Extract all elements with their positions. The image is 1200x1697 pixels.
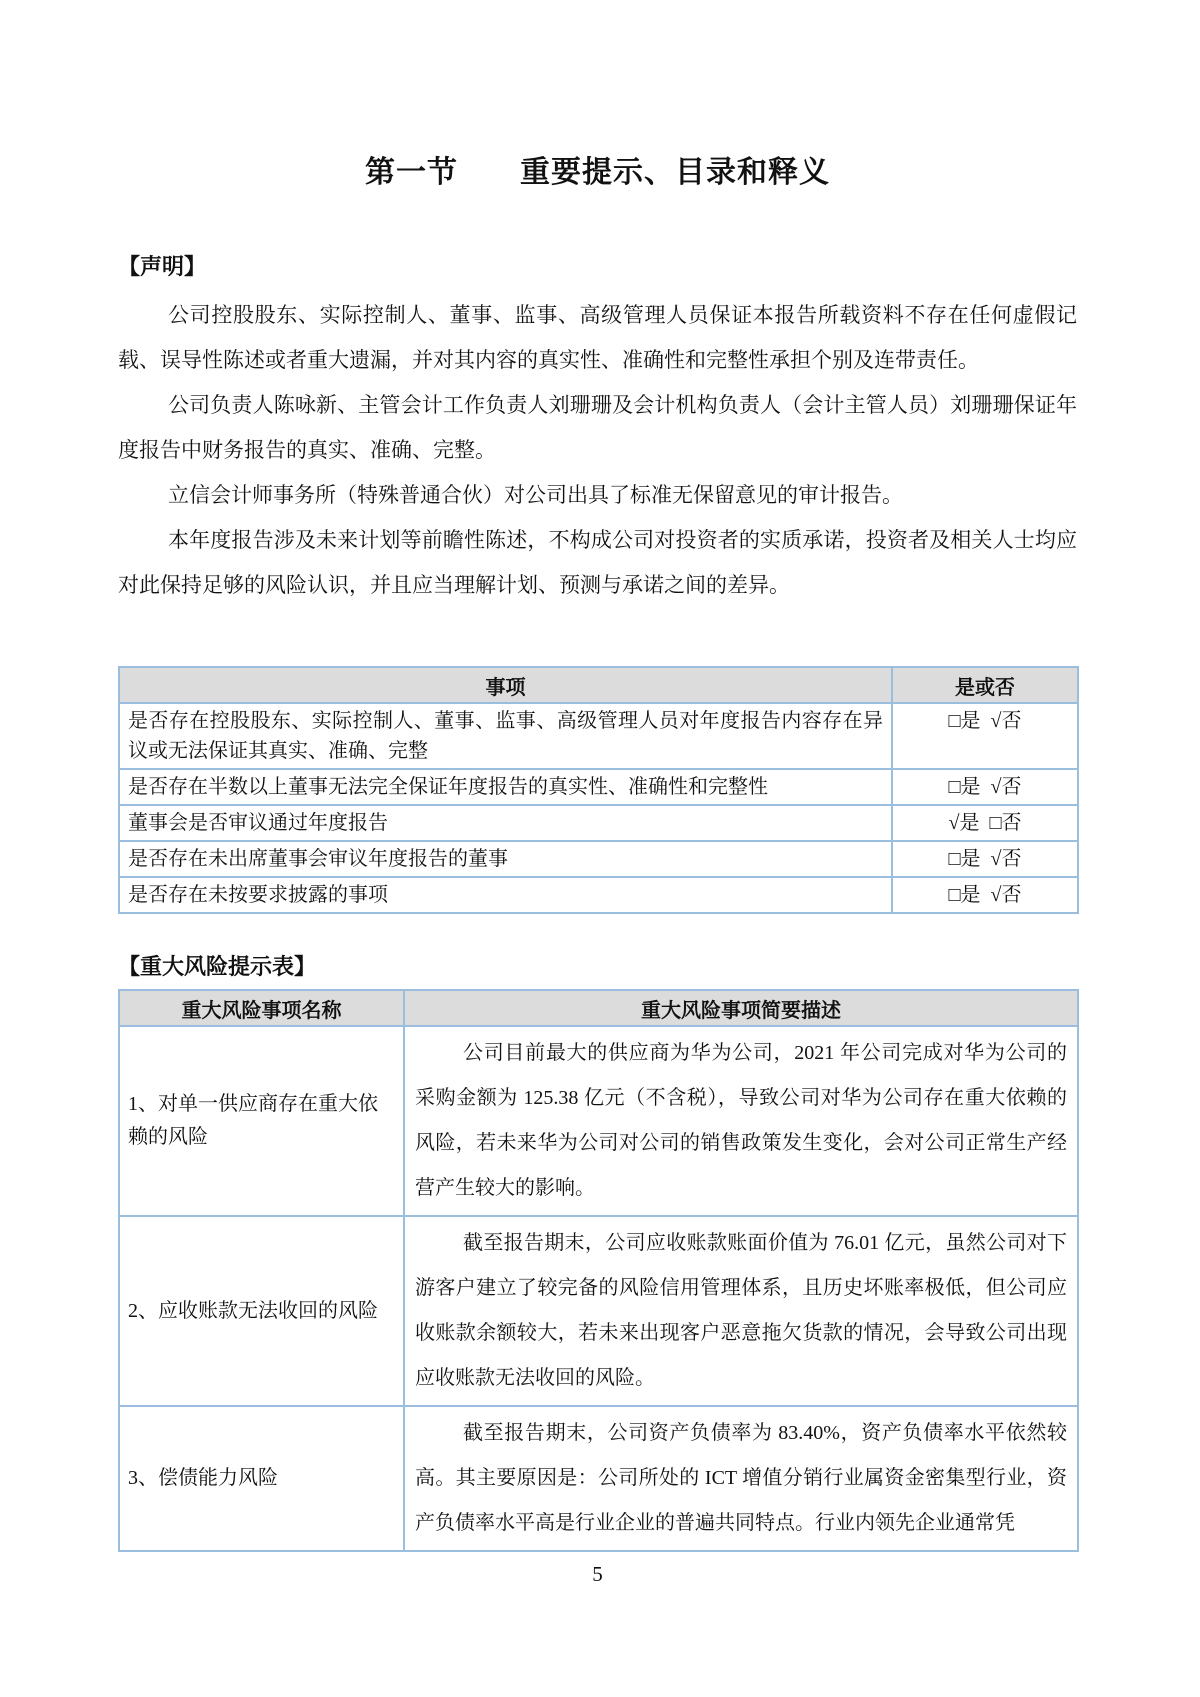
table-row — [119, 1406, 1078, 1551]
declaration-heading: 【声明】 — [118, 254, 207, 279]
page-content — [118, 0, 1077, 1588]
declaration-paragraph-3: 立信会计师事务所（特殊普通合伙）对公司出具了标准无保留意见的审计报告。 — [168, 483, 903, 507]
declaration-paragraphs — [118, 293, 1077, 608]
yes-no-header-answer: 是或否 — [892, 667, 1078, 703]
table-row — [119, 805, 1078, 841]
item-cell: 是否存在未按要求披露的事项 — [119, 877, 892, 913]
table-row — [119, 1026, 1078, 1216]
item-cell: 是否存在未出席董事会审议年度报告的董事 — [119, 841, 892, 877]
yes-no-table-header-row — [119, 667, 1078, 703]
risk-table — [118, 989, 1079, 1552]
yes-no-table — [118, 666, 1079, 914]
answer-cell: □是 √否 — [892, 703, 1078, 769]
table-row — [119, 877, 1078, 913]
answer-cell: √是 □否 — [892, 805, 1078, 841]
table-row — [119, 769, 1078, 805]
risk-desc-cell: 截至报告期末，公司应收账款账面价值为 76.01 亿元，虽然公司对下游客户建立了较完备的风险信用管理体系，且历史坏账率极低，但公司应收账款余额较大，若未来出现客户恶意拖欠货款的情况，会导致公司出现应收账款无法收回的风险。 — [404, 1216, 1078, 1406]
declaration-paragraph-2: 公司负责人陈咏新、主管会计工作负责人刘珊珊及会计机构负责人（会计主管人员）刘珊珊保证年度报告中财务报告的真实、准确、完整。 — [118, 393, 1077, 462]
table-row — [119, 841, 1078, 877]
answer-cell: □是 √否 — [892, 841, 1078, 877]
answer-cell: □是 √否 — [892, 877, 1078, 913]
table-row — [119, 1216, 1078, 1406]
risk-name-cell: 3、偿债能力风险 — [119, 1406, 404, 1551]
item-cell: 是否存在半数以上董事无法完全保证年度报告的真实性、准确性和完整性 — [119, 769, 892, 805]
answer-cell: □是 √否 — [892, 769, 1078, 805]
risk-table-header-row — [119, 990, 1078, 1026]
risk-header-name: 重大风险事项名称 — [119, 990, 404, 1026]
risk-table-heading: 【重大风险提示表】 — [118, 954, 317, 979]
risk-name-cell: 1、对单一供应商存在重大依赖的风险 — [119, 1026, 404, 1216]
risk-name-cell: 2、应收账款无法收回的风险 — [119, 1216, 404, 1406]
risk-desc-cell: 公司目前最大的供应商为华为公司，2021 年公司完成对华为公司的采购金额为 125.38 亿元（不含税），导致公司对华为公司存在重大依赖的风险，若未来华为公司对公司的销售政策发生变化，会对公司正常生产经营产生较大的影响。 — [404, 1026, 1078, 1216]
risk-desc-cell: 截至报告期末，公司资产负债率为 83.40%，资产负债率水平依然较高。其主要原因是：公司所处的 ICT 增值分销行业属资金密集型行业，资产负债率水平高是行业企业的普遍共同特点。行业内领先企业通常凭 — [404, 1406, 1078, 1551]
declaration-paragraph-1: 公司控股股东、实际控制人、董事、监事、高级管理人员保证本报告所载资料不存在任何虚假记载、误导性陈述或者重大遗漏，并对其内容的真实性、准确性和完整性承担个别及连带责任。 — [118, 303, 1077, 372]
yes-no-header-item: 事项 — [119, 667, 892, 703]
page-number: 5 — [592, 1562, 603, 1586]
page-title: 第一节 重要提示、目录和释义 — [365, 156, 830, 189]
item-cell: 董事会是否审议通过年度报告 — [119, 805, 892, 841]
item-cell: 是否存在控股股东、实际控制人、董事、监事、高级管理人员对年度报告内容存在异议或无法保证其真实、准确、完整 — [119, 703, 892, 769]
risk-header-description: 重大风险事项简要描述 — [404, 990, 1078, 1026]
table-row — [119, 703, 1078, 769]
declaration-paragraph-4: 本年度报告涉及未来计划等前瞻性陈述，不构成公司对投资者的实质承诺，投资者及相关人士均应对此保持足够的风险认识，并且应当理解计划、预测与承诺之间的差异。 — [118, 528, 1077, 597]
